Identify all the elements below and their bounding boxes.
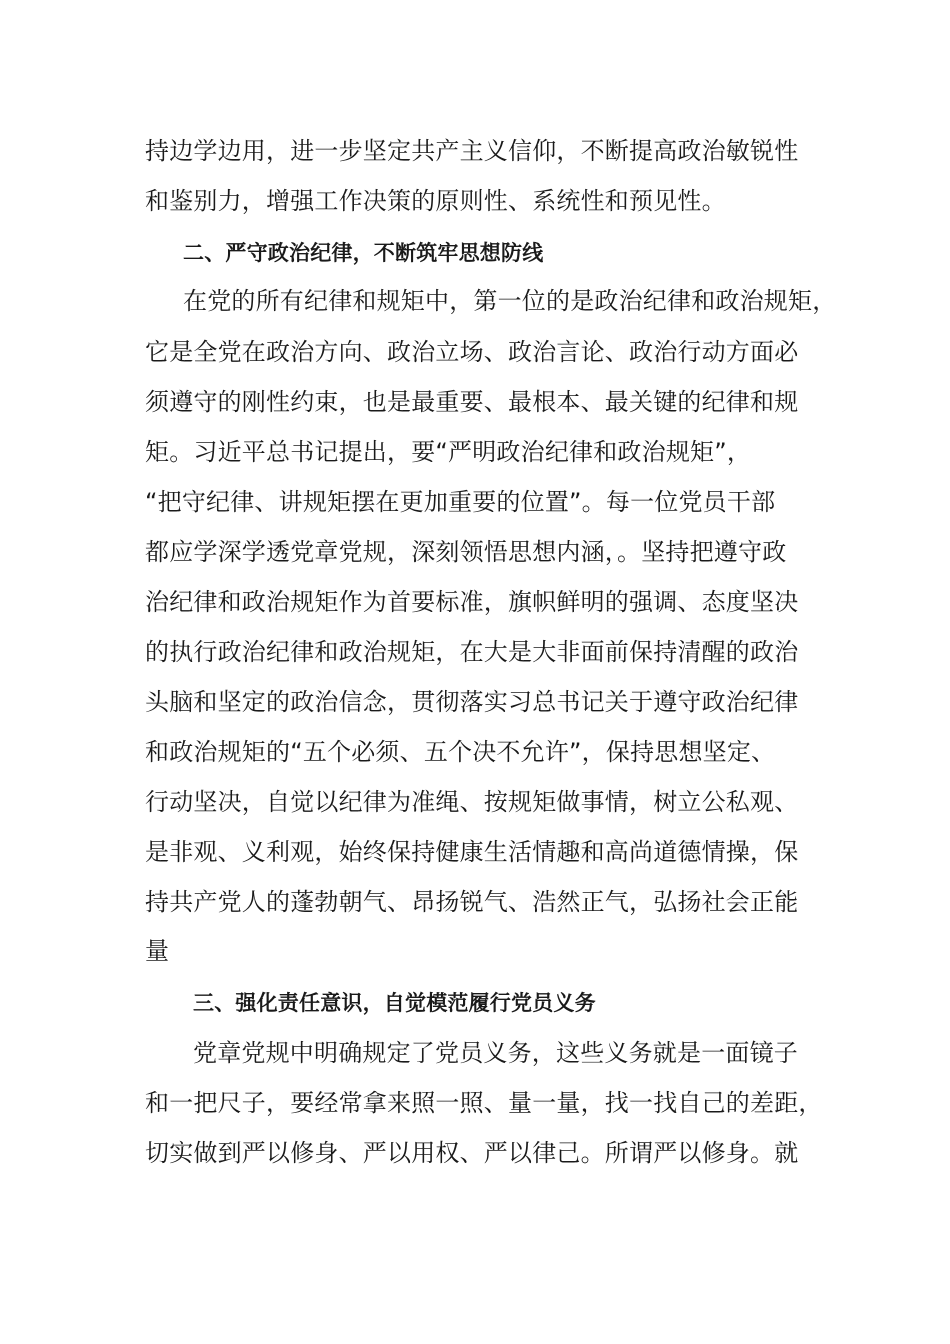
- section-heading-3: 三、强化责任意识，自觉模范履行党员义务: [193, 991, 596, 1015]
- paragraph-line: 在党的所有纪律和规矩中，第一位的是政治纪律和政治规矩，: [183, 287, 837, 315]
- paragraph-line: 行动坚决，自觉以纪律为准绳、按规矩做事情，树立公私观、: [145, 788, 799, 816]
- paragraph-line: 须遵守的刚性约束，也是最重要、最根本、最关键的纪律和规: [145, 388, 799, 416]
- paragraph-line: 矩。习近平总书记提出，要“严明政治纪律和政治规矩”，: [145, 438, 752, 466]
- paragraph-line: 是非观、义利观，始终保持健康生活情趣和高尚道德情操，保: [145, 838, 799, 866]
- section-heading-2: 二、严守政治纪律，不断筑牢思想防线: [183, 241, 544, 265]
- paragraph-line: 持共产党人的蓬勃朝气、昂扬锐气、浩然正气，弘扬社会正能: [145, 888, 799, 916]
- paragraph-line: “把守纪律、讲规矩摆在更加重要的位置”。每一位党员干部: [145, 488, 776, 516]
- paragraph-line: 治纪律和政治规矩作为首要标准，旗帜鲜明的强调、态度坚决: [145, 588, 799, 616]
- paragraph-line: 都应学深学透党章党规，深刻领悟思想内涵，。坚持把遵守政: [145, 538, 787, 566]
- paragraph-line: 量: [145, 937, 170, 965]
- paragraph-line: 党章党规中明确规定了党员义务，这些义务就是一面镜子: [193, 1039, 798, 1067]
- paragraph-line: 切实做到严以修身、严以用权、严以律己。所谓严以修身。就: [145, 1139, 799, 1167]
- paragraph-line: 它是全党在政治方向、政治立场、政治言论、政治行动方面必: [145, 338, 799, 366]
- paragraph-line: 和一把尺子，要经常拿来照一照、量一量，找一找自己的差距，: [145, 1089, 823, 1117]
- paragraph-line: 和鉴别力，增强工作决策的原则性、系统性和预见性。: [145, 187, 726, 215]
- paragraph-line: 和政治规矩的“五个必须、五个决不允许”，保持思想坚定、: [145, 738, 776, 766]
- paragraph-line: 持边学边用，进一步坚定共产主义信仰，不断提高政治敏锐性: [145, 137, 799, 165]
- paragraph-line: 头脑和坚定的政治信念，贯彻落实习总书记关于遵守政治纪律: [145, 688, 799, 716]
- paragraph-line: 的执行政治纪律和政治规矩，在大是大非面前保持清醒的政治: [145, 638, 799, 666]
